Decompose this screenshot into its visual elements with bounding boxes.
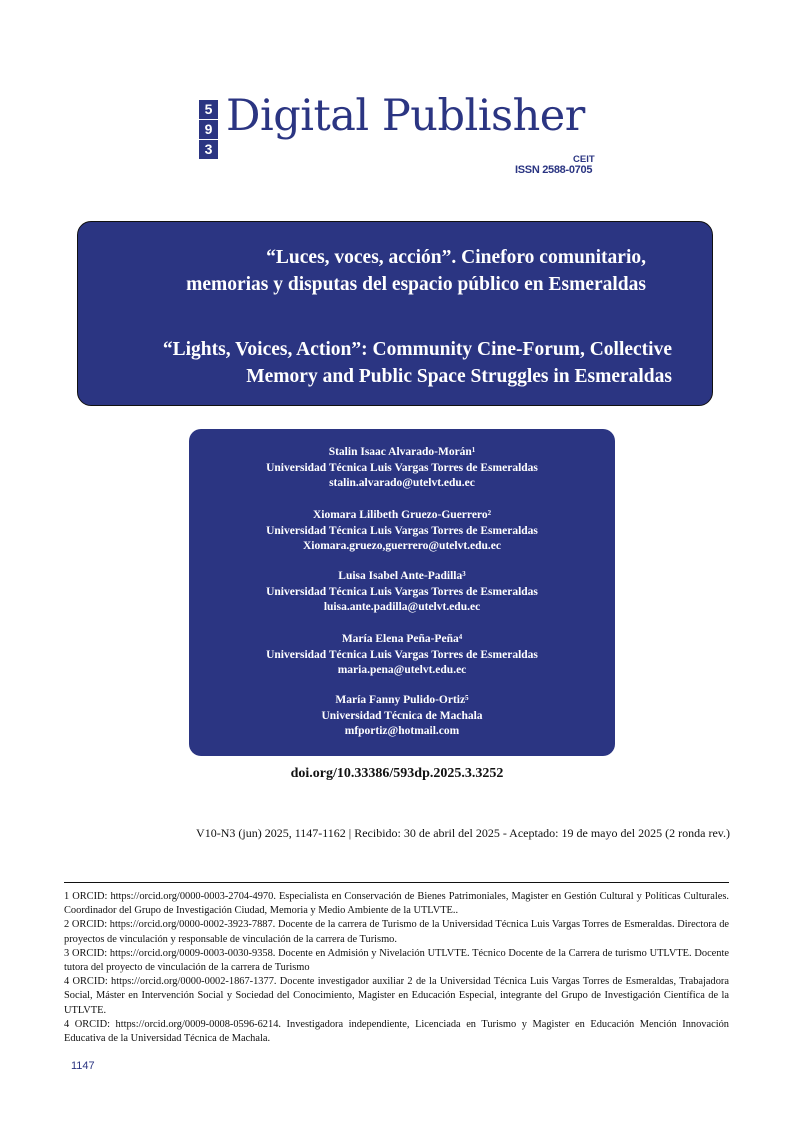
- title-box: [77, 221, 713, 406]
- footnote: 3 ORCID: https://orcid.org/0009-0003-0030-9358. Docente en Admisión y Nivelación UTLVTE. Técnico Docente de la Carrera de turismo UTLVTE. Docente tutora del proyecto de vinculación de la carrera de Turismo: [64, 947, 729, 974]
- author-name: Luisa Isabel Ante-Padilla³: [338, 570, 466, 582]
- author-name: María Elena Peña-Peña⁴: [341, 633, 463, 645]
- journal-ceit: CEIT: [573, 154, 595, 165]
- footnotes: [64, 890, 729, 1046]
- title-english-line: Memory and Public Space Struggles in Esmeraldas: [246, 366, 672, 387]
- journal-issn: ISSN 2588-0705: [515, 164, 593, 176]
- title-spanish-line: “Luces, voces, acción”. Cineforo comunitario,: [266, 247, 646, 268]
- author-email[interactable]: luisa.ante.padilla@utelvt.edu.ec: [323, 601, 481, 613]
- author-block: [189, 693, 615, 740]
- author-name: María Fanny Pulido-Ortiz⁵: [335, 694, 469, 706]
- author-block: [189, 569, 615, 616]
- publication-meta: V10-N3 (jun) 2025, 1147-1162 | Recibido: 30 de abril del 2025 - Aceptado: 19 de mayo del 2025 (2 ronda rev.): [196, 826, 730, 840]
- page-number: 1147: [71, 1060, 95, 1072]
- author-affiliation: Universidad Técnica Luis Vargas Torres de Esmeraldas: [266, 461, 538, 474]
- author-affiliation: Universidad Técnica Luis Vargas Torres de Esmeraldas: [266, 524, 538, 537]
- title-spanish-line: memorias y disputas del espacio público en Esmeraldas: [186, 274, 646, 295]
- footnote-divider: [64, 882, 729, 883]
- author-email[interactable]: maria.pena@utelvt.edu.ec: [337, 664, 467, 676]
- footnote: 1 ORCID: https://orcid.org/0000-0003-2704-4970. Especialista en Conservación de Bienes Patrimoniales, Magister en Gestión Cultural y Políticas Culturales. Coordinador del Grupo de Investigación Ciudad, Memoria y Medio Ambiente de la UTLVTE..: [64, 891, 729, 917]
- author-affiliation: Universidad Técnica Luis Vargas Torres de Esmeraldas: [266, 648, 538, 661]
- author-block: [189, 632, 615, 679]
- author-affiliation: Universidad Técnica Luis Vargas Torres de Esmeraldas: [266, 585, 538, 598]
- authors-box: [189, 429, 615, 756]
- logo-digit: 9: [199, 120, 218, 139]
- logo-digit: 5: [199, 100, 218, 119]
- doi-link[interactable]: doi.org/10.33386/593dp.2025.3.3252: [290, 766, 504, 781]
- author-affiliation: Universidad Técnica de Machala: [321, 709, 483, 722]
- author-email[interactable]: mfportiz@hotmail.com: [344, 725, 460, 737]
- footnote: 2 ORCID: https://orcid.org/0000-0002-3923-7887. Docente de la carrera de Turismo de la Universidad Técnica Luis Vargas Torres de Esmeraldas. Directora de proyectos de vinculación y responsable de vinculación de la carrera de Turismo.: [64, 919, 729, 945]
- author-name: Xiomara Lilibeth Gruezo-Guerrero²: [312, 509, 492, 521]
- logo-digit-stack: [199, 100, 218, 160]
- journal-name: Digital Publisher: [226, 91, 585, 141]
- footnote: 4 ORCID: https://orcid.org/0009-0008-0596-6214. Investigadora independiente, Licenciada en Turismo y Magister en Educación Mención Innovación Educativa de la Universidad Técnica de Machala.: [64, 1018, 729, 1045]
- author-name: Stalin Isaac Alvarado-Morán¹: [328, 446, 476, 458]
- author-block: [189, 445, 615, 492]
- title-english-line: “Lights, Voices, Action”: Community Cine-Forum, Collective: [162, 339, 672, 360]
- author-block: [189, 508, 615, 555]
- author-email[interactable]: stalin.alvarado@utelvt.edu.ec: [329, 477, 475, 489]
- title-spanish: [186, 244, 646, 298]
- title-english: [163, 336, 672, 390]
- logo-digit: 3: [199, 140, 218, 159]
- journal-logo: [199, 91, 619, 177]
- footnote: 4 ORCID: https://orcid.org/0000-0002-1867-1377. Docente investigador auxiliar 2 de la Universidad Técnica Luis Vargas Torres de Esmeraldas, Trabajadora Social, Máster en Intervención Social y Sociedad del Conocimiento, Magister en Educación Especial, integrante del Grupo de Investigación Científica de la UTLVTE.: [64, 976, 729, 1016]
- author-email[interactable]: Xiomara.gruezo,guerrero@utelvt.edu.ec: [302, 540, 502, 552]
